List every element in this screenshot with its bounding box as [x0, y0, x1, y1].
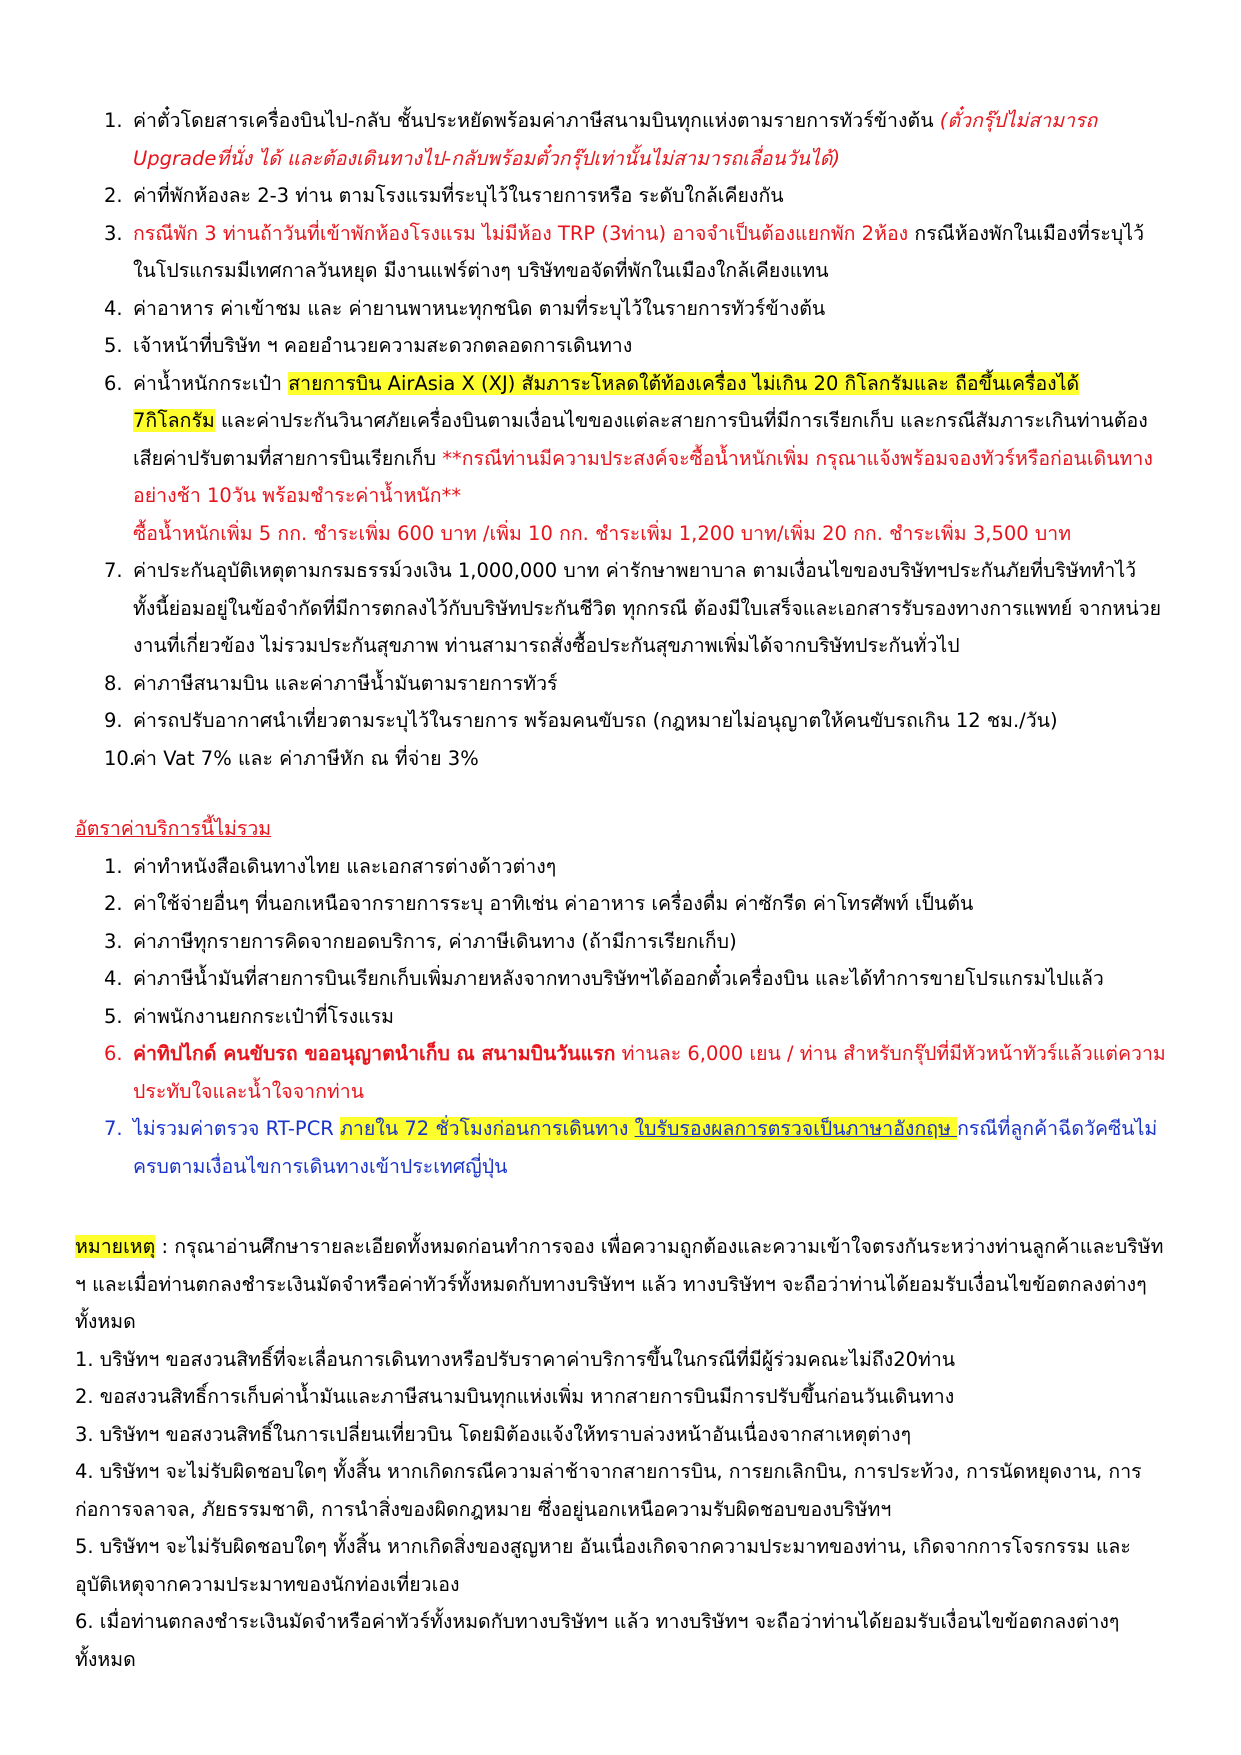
included-service-item: [104, 102, 1166, 177]
included-services-list: [104, 102, 1166, 777]
included-service-item-text: [133, 740, 1166, 778]
excluded-service-item-text: [133, 960, 1167, 998]
excluded-service-item-text-part: ค่าทิปไกด์ คนขับรถ ขออนุญาตนำเก็บ ณ สนามบินวันแรก: [133, 1042, 616, 1065]
included-service-item-text-part: ค่าภาษีสนามบิน และค่าภาษีน้ำมันตามรายการทัวร์: [133, 671, 558, 695]
excluded-services-heading: อัตราค่าบริการนี้ไม่รวม: [75, 817, 272, 840]
included-service-item-text-part: กรณีพัก 3 ท่านถ้าวันที่เข้าพักห้องโรงแรม ไม่มีห้อง TRP (3ท่าน) อาจจำเป็นต้องแยกพัก 2ห้อง: [133, 221, 909, 245]
included-service-item-text: [133, 327, 1166, 365]
included-service-item-text-part: **กรณีท่านมีความประสงค์จะซื้อน้ำหนักเพิ่ม กรุณาแจ้งพร้อมจองทัวร์หรือก่อนเดินทางอย่างช้า 10วัน พร้อมชำระค่าน้ำหนัก**: [133, 446, 1153, 507]
excluded-service-item-text-part: ท่านละ 6,000 เยน / ท่าน สำหรับกรุ๊ปที่มีหัวหน้าทัวร์แล้วแต่ความประทับใจและน้ำใจจากท่าน: [133, 1042, 1166, 1103]
excluded-service-item: [104, 848, 1167, 886]
included-service-item-number: 7.: [104, 559, 123, 582]
included-service-item-text-part: ซื้อน้ำหนักเพิ่ม 5 กก. ชำระเพิ่ม 600 บาท /เพิ่ม 10 กก. ชำระเพิ่ม 1,200 บาท/เพิ่ม 20 กก. ชำระเพิ่ม 3,500 บาท: [133, 521, 1072, 545]
excluded-service-item: [104, 923, 1167, 961]
included-service-item-text: [133, 552, 1166, 665]
included-service-item: [104, 665, 1166, 703]
included-service-item-number: 10.: [104, 746, 136, 770]
excluded-service-item-text-part: ภายใน 72 ชั่วโมงก่อนการเดินทาง: [340, 1117, 635, 1140]
remark-item: 2. ขอสงวนสิทธิ์การเก็บค่าน้ำมันและภาษีสนามบินทุกแห่งเพิ่ม หากสายการบินมีการปรับขึ้นก่อนวันเดินทาง: [75, 1385, 955, 1408]
excluded-service-item-text: [133, 1035, 1167, 1110]
excluded-service-item-number: 5.: [104, 1004, 123, 1028]
included-service-item: [104, 290, 1166, 328]
excluded-service-item-text-part: ค่าภาษีทุกรายการคิดจากยอดบริการ, ค่าภาษีเดินทาง (ถ้ามีการเรียกเก็บ): [133, 929, 737, 953]
excluded-service-item-text-part: ค่าทำหนังสือเดินทางไทย และเอกสารต่างด้าวต่างๆ: [133, 854, 557, 878]
excluded-service-item: [104, 1110, 1167, 1185]
included-service-item-text-part: สายการบิน AirAsia X (XJ) สัมภาระโหลดใต้ท้องเครื่อง ไม่เกิน 20 กิโลกรัมและ ถือขึ้นเครื่องได้ 7กิโลกรัม: [133, 371, 1080, 432]
excluded-services-list: [75, 848, 1167, 1186]
remark-item: 5. บริษัทฯ จะไม่รับผิดชอบใดๆ ทั้งสิ้น หากเกิดสิ่งของสูญหาย อันเนื่องเกิดจากความประมาทของท่าน, เกิดจากการโจรกรรม และ อุบัติเหตุจากความประมาทของนักท่องเที่ยวเอง: [75, 1535, 1131, 1596]
excluded-service-item-text-part: ใบรับรองผลการตรวจเป็นภาษาอังกฤษ: [634, 1117, 958, 1140]
excluded-service-item-text: [133, 923, 1167, 961]
included-service-item-text-part: ค่า Vat 7% และ ค่าภาษีหัก ณ ที่จ่าย 3%: [133, 746, 479, 770]
excluded-service-item-number: 2.: [104, 892, 123, 915]
included-service-item-number: 9.: [104, 709, 123, 732]
excluded-service-item-text-part: กรณีที่ลูกค้าฉีดวัคซีนไม่ครบตามเงื่อนไขการเดินทางเข้าประเทศญี่ปุ่น: [133, 1117, 1158, 1178]
included-service-item-text: [133, 702, 1166, 740]
included-service-item-text-part: ค่าอาหาร ค่าเข้าชม และ ค่ายานพาหนะทุกชนิด ตามที่ระบุไว้ในรายการทัวร์ข้างต้น: [133, 296, 826, 320]
remark-item: 4. บริษัทฯ จะไม่รับผิดชอบใดๆ ทั้งสิ้น หากเกิดกรณีความล่าช้าจากสายการบิน, การยกเลิกบิน, การประท้วง, การนัดหยุดงาน, การก่อการจลาจล, ภัยธรรมชาติ, การนำสิ่งของผิดกฎหมาย ซึ่งอยู่นอกเหนือความรับผิดชอบของบริษัทฯ: [75, 1460, 1142, 1521]
included-service-item-text-part: เจ้าหน้าที่บริษัท ฯ คอยอำนวยความสะดวกตลอดการเดินทาง: [133, 334, 633, 357]
included-service-item-number: 1.: [104, 109, 123, 132]
excluded-service-item-number: 4.: [104, 967, 123, 990]
included-service-item-number: 8.: [104, 671, 123, 695]
remarks-section: [75, 1228, 1167, 1678]
remarks-items: [75, 1341, 1167, 1679]
included-service-item-text: [133, 215, 1166, 290]
included-service-item: [104, 702, 1166, 740]
included-service-item-text-part: ค่าประกันอุบัติเหตุตามกรมธรรม์วงเงิน 1,000,000 บาท ค่ารักษาพยาบาล ตามเงื่อนไขของบริษัทฯประกันภัยที่บริษัททำไว้ ทั้งนี้ย่อมอยู่ในข้อจำกัดที่มีการตกลงไว้กับบริษัทประกันชีวิต ทุกกรณี ต้องมีใบเสร็จและเอกสารรับรองทางการแพทย์ จากหน่วยงานที่เกี่ยวข้อง ไม่รวมประกันสุขภาพ ท่านสามารถสั่งซื้อประกันสุขภาพเพิ่มได้จากบริษัทประกันทั่วไป: [133, 559, 1162, 657]
excluded-services-section: [75, 810, 1167, 1185]
remark-item: 3. บริษัทฯ ขอสงวนสิทธิ์ในการเปลี่ยนเที่ยวบิน โดยมิต้องแจ้งให้ทราบล่วงหน้าอันเนื่องจากสาเหตุต่างๆ: [75, 1422, 912, 1446]
excluded-service-item-text-part: ไม่รวมค่าตรวจ RT-PCR: [133, 1117, 341, 1140]
included-service-item: [104, 740, 1166, 778]
excluded-service-item-number: 6.: [104, 1042, 123, 1065]
excluded-service-item-text: [133, 885, 1167, 923]
included-service-item: [104, 177, 1166, 215]
included-service-item-text-part: กรณีห้องพักในเมืองที่ระบุไว้ในโปรแกรมมีเทศกาลวันหยุด มีงานแฟร์ต่างๆ บริษัทขอจัดที่พักในเมืองใกล้เคียงแทน: [133, 221, 1145, 282]
included-service-item-number: 3.: [104, 221, 123, 245]
included-service-item-text-part: ค่ารถปรับอากาศนำเที่ยวตามระบุไว้ในรายการ พร้อมคนขับรถ (กฎหมายไม่อนุญาตให้คนขับรถเกิน 12 ชม./วัน): [133, 709, 1058, 732]
included-service-item-text: [133, 665, 1166, 703]
excluded-service-item-number: 1.: [104, 854, 123, 878]
included-service-item-text: [133, 102, 1166, 177]
included-service-item-number: 5.: [104, 334, 123, 357]
excluded-service-item-text: [133, 848, 1167, 886]
excluded-service-item-number: 7.: [104, 1117, 123, 1140]
included-service-item-number: 4.: [104, 296, 123, 320]
included-service-item-text: [133, 290, 1166, 328]
remarks-intro: [75, 1228, 1167, 1341]
excluded-service-item: [104, 1035, 1167, 1110]
remark-item: 6. เมื่อท่านตกลงชำระเงินมัดจำหรือค่าทัวร์ทั้งหมดกับทางบริษัทฯ แล้ว ทางบริษัทฯ จะถือว่าท่านได้ยอมรับเงื่อนไขข้อตกลงต่างๆ ทั้งหมด: [75, 1610, 1120, 1671]
included-service-item-text-part: ค่าที่พักห้องละ 2-3 ท่าน ตามโรงแรมที่ระบุไว้ในรายการหรือ ระดับใกล้เคียงกัน: [133, 184, 784, 207]
included-service-item: [104, 327, 1166, 365]
included-service-item-text-part: (ตั๋วกรุ๊ปไม่สามารถ Upgradeที่นั่ง ได้ และต้องเดินทางไป-กลับพร้อมตั๋วกรุ๊ปเท่านั้นไม่สามารถเลื่อนวันได้): [133, 109, 1098, 170]
remark-item: 1. บริษัทฯ ขอสงวนสิทธิ์ที่จะเลื่อนการเดินทางหรือปรับราคาค่าบริการขึ้นในกรณีที่มีผู้ร่วมคณะไม่ถึง20ท่าน: [75, 1347, 956, 1371]
included-service-item-text: [133, 365, 1166, 553]
excluded-service-item-text-part: ค่าภาษีน้ำมันที่สายการบินเรียกเก็บเพิ่มภายหลังจากทางบริษัทฯได้ออกตั๋วเครื่องบิน และได้ทำการขายโปรแกรมไปแล้ว: [133, 967, 1104, 990]
included-service-item-text-part: และค่าประกันวินาศภัยเครื่องบินตามเงื่อนไขของแต่ละสายการบินที่มีการเรียกเก็บ และกรณีสัมภาระเกินท่านต้องเสียค่าปรับตามที่สายการบินเรียกเก็บ: [133, 409, 1148, 470]
remarks-intro-text: : กรุณาอ่านศึกษารายละเอียดทั้งหมดก่อนทำการจอง เพื่อความถูกต้องและความเข้าใจตรงกันระหว่างท่านลูกค้าและบริษัท ฯ และเมื่อท่านตกลงชำระเงินมัดจำหรือค่าทัวร์ทั้งหมดกับทางบริษัทฯ แล้ว ทางบริษัทฯ จะถือว่าท่านได้ยอมรับเงื่อนไขข้อตกลงต่างๆ ทั้งหมด: [75, 1235, 1164, 1333]
included-service-item-text-part: ค่าตั๋วโดยสารเครื่องบินไป-กลับ ชั้นประหยัดพร้อมค่าภาษีสนามบินทุกแห่งตามรายการทัวร์ข้างต้น: [133, 109, 940, 132]
excluded-service-item-text: [133, 1110, 1167, 1185]
excluded-service-item: [104, 960, 1167, 998]
excluded-service-item-text: [133, 998, 1167, 1036]
included-service-item: [104, 215, 1166, 290]
excluded-service-item-number: 3.: [104, 929, 123, 953]
included-service-item-text: [133, 177, 1166, 215]
included-service-item: [104, 365, 1166, 553]
included-service-item-number: 2.: [104, 184, 123, 207]
included-service-item: [104, 552, 1166, 665]
included-service-item-text-part: ค่าน้ำหนักกระเป๋า: [133, 371, 289, 395]
excluded-service-item: [104, 998, 1167, 1036]
excluded-service-item: [104, 885, 1167, 923]
included-service-item-number: 6.: [104, 371, 123, 395]
excluded-service-item-text-part: ค่าใช้จ่ายอื่นๆ ที่นอกเหนือจากรายการระบุ อาทิเช่น ค่าอาหาร เครื่องดื่ม ค่าซักรีด ค่าโทรศัพท์ เป็นต้น: [133, 892, 974, 915]
remarks-label: หมายเหตุ: [75, 1235, 156, 1258]
excluded-service-item-text-part: ค่าพนักงานยกกระเป๋าที่โรงแรม: [133, 1004, 394, 1028]
